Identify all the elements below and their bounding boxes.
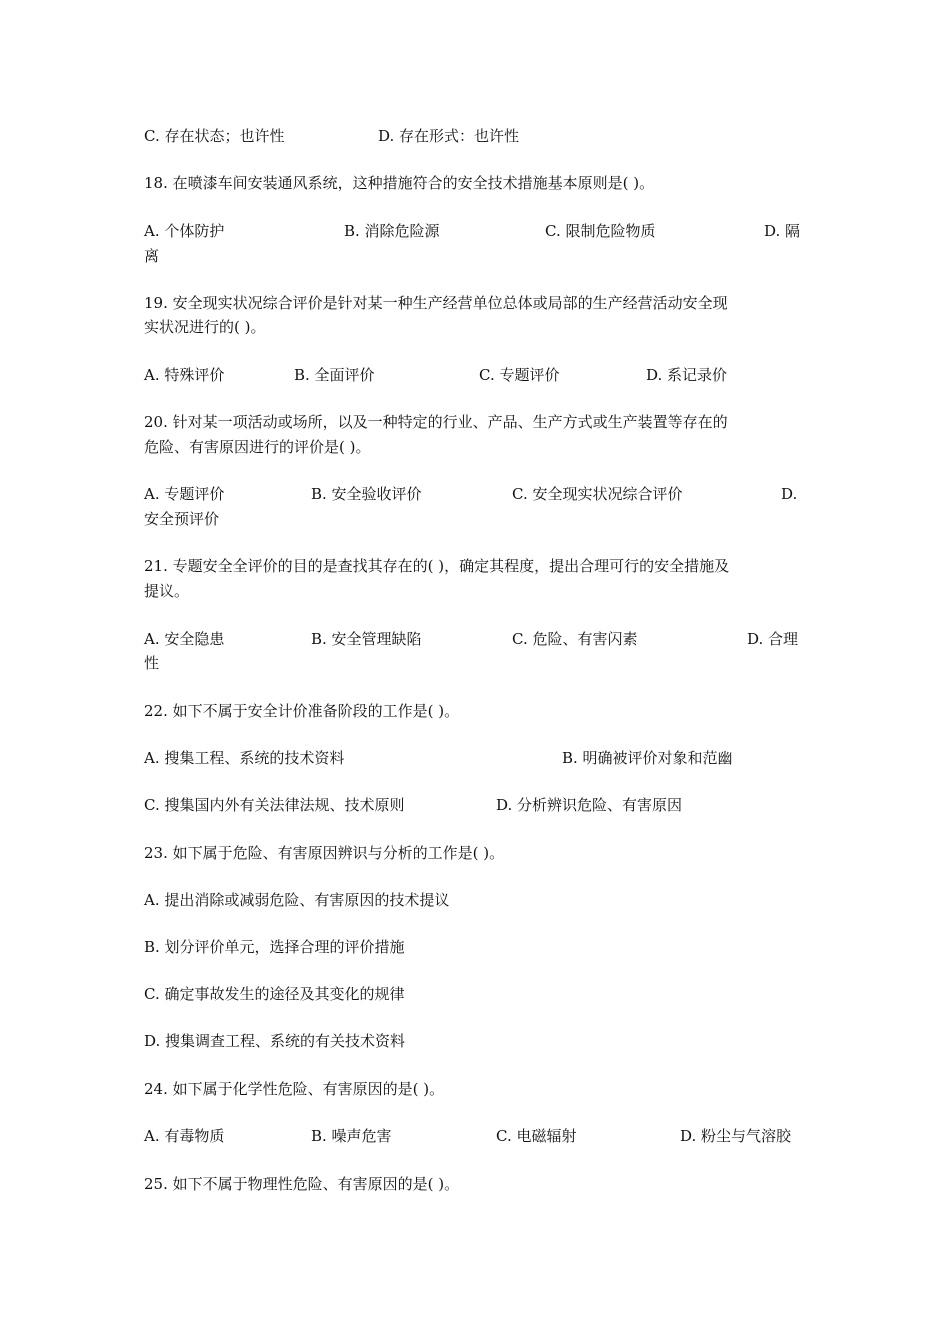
- q24-option-a: A. 有毒物质: [144, 1127, 225, 1145]
- q20-question-line2: 危险、有害原因进行的评价是( )。: [144, 438, 371, 456]
- q17-option-c: C. 存在状态；也许性: [144, 127, 285, 145]
- q21-question-line2: 提议。: [144, 582, 190, 600]
- q18-option-a: A. 个体防护: [144, 222, 225, 240]
- q18-option-d-continued: 离: [144, 247, 160, 265]
- q22-option-a: A. 搜集工程、系统的技术资料: [144, 749, 345, 767]
- q24-option-b: B. 噪声危害: [311, 1127, 392, 1145]
- q23-option-c: C. 确定事故发生的途径及其变化的规律: [144, 985, 405, 1003]
- q22-option-c: C. 搜集国内外有关法律法规、技术原则: [144, 796, 405, 814]
- q21-option-d-continued: 性: [144, 654, 160, 672]
- q20-option-a: A. 专题评价: [144, 485, 225, 503]
- q21-option-c: C. 危险、有害闪素: [512, 630, 638, 648]
- q19-question-line1: 19. 安全现实状况综合评价是针对某一种生产经营单位总体或局部的生产经营活动安全现: [144, 294, 728, 312]
- q20-option-c: C. 安全现实状况综合评价: [512, 485, 683, 503]
- q17-option-d: D. 存在形式：也许性: [378, 127, 520, 145]
- q25-question: 25. 如下不属于物理性危险、有害原因的是( )。: [144, 1175, 460, 1193]
- q21-question-line1: 21. 专题安全全评价的目的是查找其存在的( )，确定其程度，提出合理可行的安全措施及: [144, 557, 730, 575]
- q19-option-d: D. 系记录价: [646, 366, 728, 384]
- q20-question-line1: 20. 针对某一项活动或场所，以及一种特定的行业、产品、生产方式或生产装置等存在的: [144, 413, 728, 431]
- q23-question: 23. 如下属于危险、有害原因辨识与分析的工作是( )。: [144, 844, 505, 862]
- q19-option-b: B. 全面评价: [294, 366, 375, 384]
- q20-option-d-continued: 安全预评价: [144, 510, 220, 528]
- q22-option-b: B. 明确被评价对象和范幽: [562, 749, 733, 767]
- q24-question: 24. 如下属于化学性危险、有害原因的是( )。: [144, 1080, 445, 1098]
- q20-option-d: D.: [781, 485, 798, 503]
- q24-option-d: D. 粉尘与气溶胶: [680, 1127, 792, 1145]
- q22-question: 22. 如下不属于安全计价准备阶段的工作是( )。: [144, 702, 460, 720]
- q18-option-d: D. 隔: [764, 222, 801, 240]
- q24-option-c: C. 电磁辐射: [496, 1127, 577, 1145]
- q19-question-line2: 实状况进行的( )。: [144, 318, 266, 336]
- q21-option-b: B. 安全管理缺陷: [311, 630, 422, 648]
- q23-option-b: B. 划分评价单元，选择合理的评价措施: [144, 938, 405, 956]
- q18-question: 18. 在喷漆车间安装通风系统，这种措施符合的安全技术措施基本原则是( )。: [144, 174, 655, 192]
- q23-option-a: A. 提出消除或减弱危险、有害原因的技术提议: [144, 891, 450, 909]
- q20-option-b: B. 安全验收评价: [311, 485, 422, 503]
- q23-option-d: D. 搜集调查工程、系统的有关技术资料: [144, 1032, 406, 1050]
- q18-option-c: C. 限制危险物质: [545, 222, 656, 240]
- q19-option-c: C. 专题评价: [479, 366, 560, 384]
- q21-option-d: D. 合理: [747, 630, 799, 648]
- q18-option-b: B. 消除危险源: [344, 222, 440, 240]
- q19-option-a: A. 特殊评价: [144, 366, 225, 384]
- q21-option-a: A. 安全隐患: [144, 630, 225, 648]
- q22-option-d: D. 分析辨识危险、有害原因: [496, 796, 683, 814]
